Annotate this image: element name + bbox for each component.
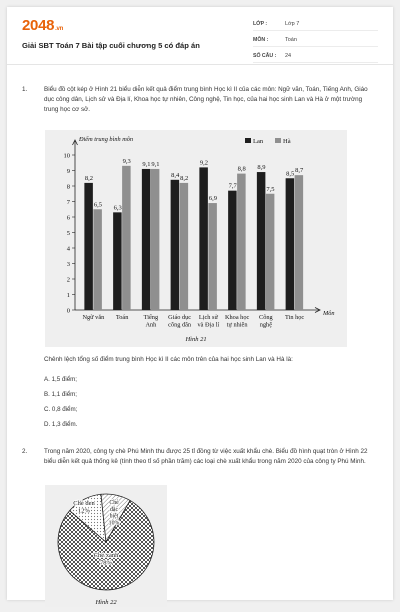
legend-label: Hà [283, 138, 291, 145]
meta-subject [253, 33, 378, 47]
category-label: Công [259, 314, 273, 321]
pie-chart [45, 485, 167, 607]
meta-key: LỚP : [253, 20, 268, 27]
y-tick-label: 9 [66, 167, 70, 175]
category-label: Lịch sử [198, 314, 218, 321]
bar [266, 194, 275, 310]
bar-value-label: 9,1 [142, 160, 151, 168]
meta-class [253, 17, 378, 31]
bar [180, 183, 189, 310]
page-header [7, 7, 393, 65]
y-tick-label: 6 [66, 214, 70, 222]
bar [199, 167, 208, 310]
question-text: Biểu đồ cột kép ở Hình 21 biểu diễn kết quả điểm trung bình Học kì II của các môn: Ngữ văn, Toán, Tiếng Anh, Giáo dục công dân, Lịch sử và Địa lí, Khoa học tự nhiên, Công nghệ, Tin học, của hai học sinh Lan và Hà ở một trường trung học cơ sở. [44, 86, 368, 113]
bar-value-label: 6,5 [93, 201, 102, 209]
meta-value: Lớp 7 [285, 20, 300, 27]
bar [208, 203, 217, 310]
category-label: Giáo dục [168, 314, 192, 321]
bar-value-label: 9,1 [151, 160, 160, 168]
category-label: Toán [115, 314, 129, 321]
category-label: Tin học [285, 314, 305, 321]
bar [151, 169, 160, 310]
pie-chart-figure [45, 485, 167, 607]
question-number: 1. [22, 86, 28, 93]
logo-suffix: .vn [55, 26, 63, 32]
meta-key: MÔN : [253, 36, 269, 43]
legend-swatch [275, 138, 281, 143]
bar-value-label: 8,8 [237, 165, 246, 173]
bar [237, 174, 246, 310]
slice-label: đặc [109, 506, 119, 513]
legend-label: Lan [253, 138, 264, 145]
doc-meta [253, 17, 378, 65]
bar [84, 183, 93, 310]
bar-value-label: 7,5 [266, 185, 275, 193]
option-d[interactable]: D. 1,3 điểm. [44, 421, 78, 428]
option-a[interactable]: A. 1,5 điểm; [44, 376, 78, 383]
site-logo[interactable] [22, 17, 63, 34]
slice-label: Chè đen [73, 500, 95, 507]
bar [286, 178, 295, 310]
bar [142, 169, 151, 310]
y-tick-label: 1 [66, 291, 70, 299]
bar-value-label: 8,4 [171, 171, 180, 179]
legend-swatch [245, 138, 251, 143]
bar-value-label: 7,7 [228, 182, 237, 190]
bar-value-label: 6,9 [208, 195, 217, 203]
figure-caption: Hình 22 [95, 599, 117, 606]
category-label: Khoa học [224, 314, 250, 321]
option-c[interactable]: C. 0,8 điểm; [44, 406, 78, 413]
bar [295, 175, 304, 310]
bar-chart-figure [45, 130, 347, 347]
slice-label: Chè xanh [93, 552, 119, 559]
meta-value: Toán [285, 36, 297, 43]
bar [93, 209, 102, 310]
meta-key: SỐ CÂU : [253, 52, 277, 59]
logo-text: 2048 [22, 17, 55, 34]
category-label: công dân [168, 321, 192, 329]
bar-value-label: 8,2 [84, 174, 93, 182]
category-label: Ngữ văn [82, 314, 105, 321]
bar-chart [45, 130, 347, 347]
bar [122, 166, 131, 310]
meta-value: 24 [285, 52, 292, 59]
question-1-prompt [22, 355, 372, 365]
y-tick-label: 4 [66, 245, 70, 253]
doc-title: Giải SBT Toán 7 Bài tập cuối chương 5 có đáp án [22, 41, 200, 50]
y-tick-label: 10 [63, 152, 70, 160]
y-tick-label: 3 [66, 260, 70, 268]
meta-count [253, 49, 378, 63]
slice-label: Chè [109, 500, 119, 506]
bar [228, 191, 237, 310]
question-number: 2. [22, 448, 28, 455]
y-axis-label: Điểm trung bình môn [79, 136, 134, 143]
bar-value-label: 8,2 [180, 174, 189, 182]
y-tick-label: 2 [66, 276, 70, 284]
question-2 [22, 447, 372, 467]
figure-caption: Hình 21 [185, 336, 207, 343]
bar [257, 172, 266, 310]
y-tick-label: 8 [66, 183, 70, 191]
bar-value-label: 8,9 [257, 164, 266, 172]
bar-value-label: 9,2 [199, 159, 208, 167]
category-label: Anh [145, 321, 157, 329]
category-label: Tiếng [143, 314, 159, 321]
question-prompt: Chênh lệch tổng số điểm trung bình Học kì II các môn trên của hai học sinh Lan và Hà là: [44, 356, 293, 363]
bar-value-label: 8,7 [295, 167, 304, 175]
bar [171, 180, 180, 310]
bar-value-label: 6,3 [113, 204, 122, 212]
question-text: Trong năm 2020, công ty chè Phú Minh thu được 25 tỉ đồng từ việc xuất khẩu chè. Biểu đồ hình quạt tròn ở Hình 22 biểu diễn kết quả thống kê (tính theo tỉ số phần trăm) các loại chè xuất khẩu trong năm 2020 của công ty Phú Minh. [44, 448, 368, 465]
slice-label: 78% [100, 559, 112, 567]
x-axis-label: Môn [323, 310, 335, 317]
y-tick-label: 0 [66, 307, 70, 315]
slice-label: biệt [109, 513, 119, 520]
slice-label: 12% [78, 507, 90, 515]
option-b[interactable]: B. 1,1 điểm; [44, 391, 78, 398]
y-tick-label: 7 [66, 198, 70, 206]
y-tick-label: 5 [66, 229, 70, 237]
bar-value-label: 8,5 [286, 170, 295, 178]
document-page [7, 7, 393, 606]
slice-label: 10% [108, 520, 120, 527]
question-1 [22, 85, 372, 115]
bar [113, 212, 122, 310]
category-label: và Địa lí [197, 321, 220, 329]
bar-value-label: 9,3 [122, 157, 131, 165]
category-label: nghệ [259, 321, 272, 329]
category-label: tự nhiên [226, 321, 248, 329]
